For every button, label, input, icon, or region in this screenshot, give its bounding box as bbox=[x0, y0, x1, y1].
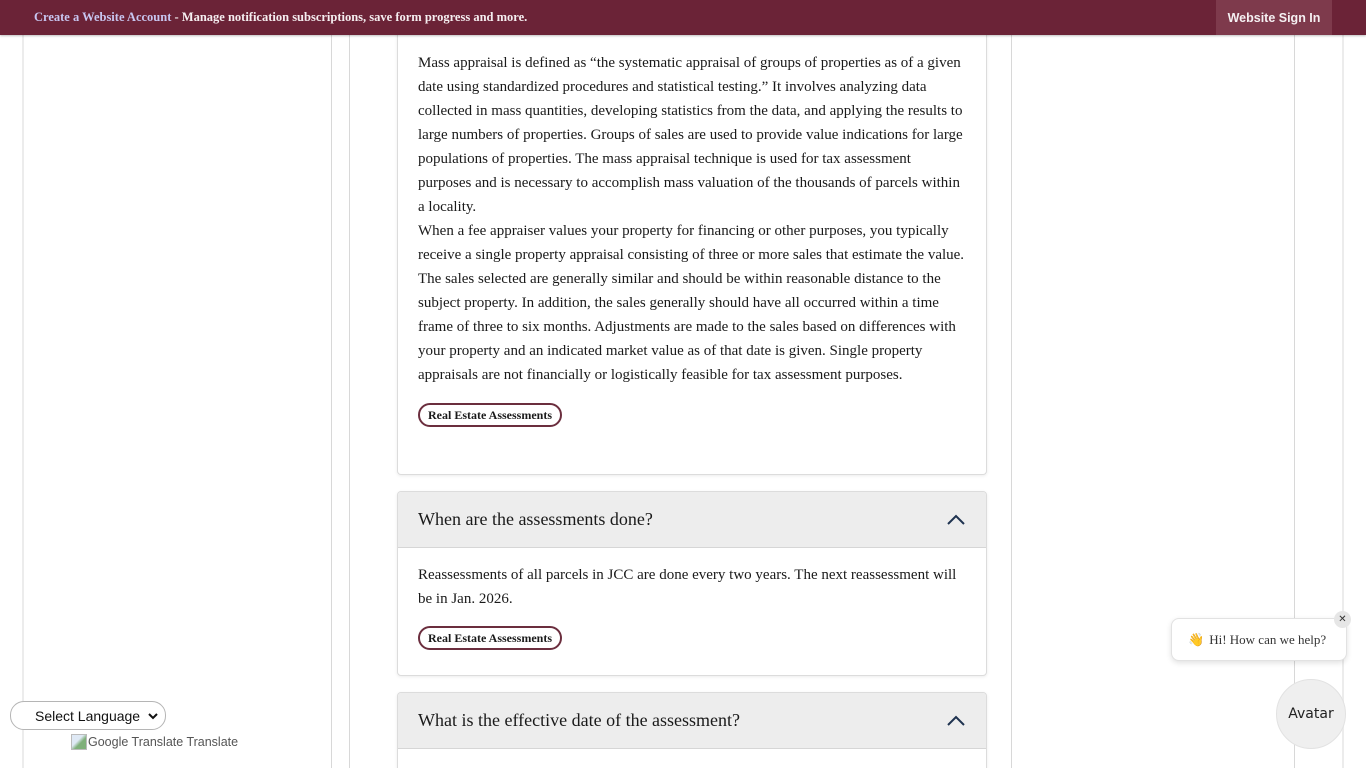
chevron-down-icon bbox=[147, 709, 159, 723]
broken-image-icon bbox=[71, 734, 87, 750]
website-sign-in-button[interactable]: Website Sign In bbox=[1216, 0, 1332, 35]
sidebar-divider bbox=[331, 35, 332, 768]
chat-avatar-button[interactable]: Avatar bbox=[1276, 679, 1346, 749]
faq-item-mass-appraisal bbox=[397, 20, 987, 475]
faq-answer-paragraph: Mass appraisal is defined as “the systematic appraisal of groups of properties as of a given date using standardized procedures and statistical testing.” It involves analyzing data collected in mass quantities, developing statistics from the data, and applying the results to large numbers of properties. Groups of sales are used to provide value indications for large populations of properties. The mass appraisal technique is used for tax assessment purposes and is necessary to accomplish mass valuation of the thousands of parcels within a locality. bbox=[418, 55, 963, 215]
language-select-value: Select Language bbox=[35, 707, 141, 724]
google-translate-attribution[interactable] bbox=[71, 734, 238, 750]
faq-answer-paragraph: When a fee appraiser values your property for financing or other purposes, you typically receive a single property appraisal consisting of three or more sales that estimate the value. The sales selected are generally similar and should be within reasonable distance to the subject property. In addition, the sales generally should have all occurred within a time frame of three to six months. Adjustments are made to the sales based on differences with your property and an indicated market value as of that date is given. Single property appraisals are not financially or logistically feasible for tax assessment purposes. bbox=[418, 223, 965, 383]
tag-real-estate-assessments[interactable]: Real Estate Assessments bbox=[418, 626, 562, 650]
chevron-up-icon[interactable] bbox=[946, 714, 966, 728]
faq-question-header[interactable] bbox=[398, 693, 986, 749]
close-icon[interactable]: ✕ bbox=[1334, 611, 1351, 628]
chevron-up-icon[interactable] bbox=[946, 513, 966, 527]
google-translate-text: Google Translate Translate bbox=[88, 735, 239, 749]
chat-greeting-text: Hi! How can we help? bbox=[1209, 631, 1327, 647]
account-message-text: - Manage notification subscriptions, save form progress and more. bbox=[171, 10, 528, 24]
chat-greeting-bubble[interactable] bbox=[1171, 618, 1347, 661]
faq-question: What is the effective date of the assessment? bbox=[418, 710, 741, 730]
account-message bbox=[34, 10, 527, 25]
tag-real-estate-assessments[interactable]: Real Estate Assessments bbox=[418, 403, 562, 427]
faq-item-assessments-done bbox=[397, 491, 987, 676]
wave-icon: 👋 bbox=[1188, 631, 1205, 647]
faq-question: When are the assessments done? bbox=[418, 509, 653, 529]
page-frame-left bbox=[22, 35, 24, 768]
faq-answer-paragraph: Reassessments of all parcels in JCC are done every two years. The next reassessment will be in Jan. 2026. bbox=[418, 567, 957, 607]
content-border-left bbox=[349, 35, 350, 768]
faq-item-effective-date bbox=[397, 692, 987, 768]
top-notification-bar bbox=[0, 0, 1366, 35]
faq-question-header[interactable] bbox=[398, 492, 986, 548]
content-border-right bbox=[1011, 35, 1012, 768]
create-account-link[interactable]: Create a Website Account bbox=[34, 10, 172, 24]
language-select[interactable] bbox=[10, 701, 166, 730]
